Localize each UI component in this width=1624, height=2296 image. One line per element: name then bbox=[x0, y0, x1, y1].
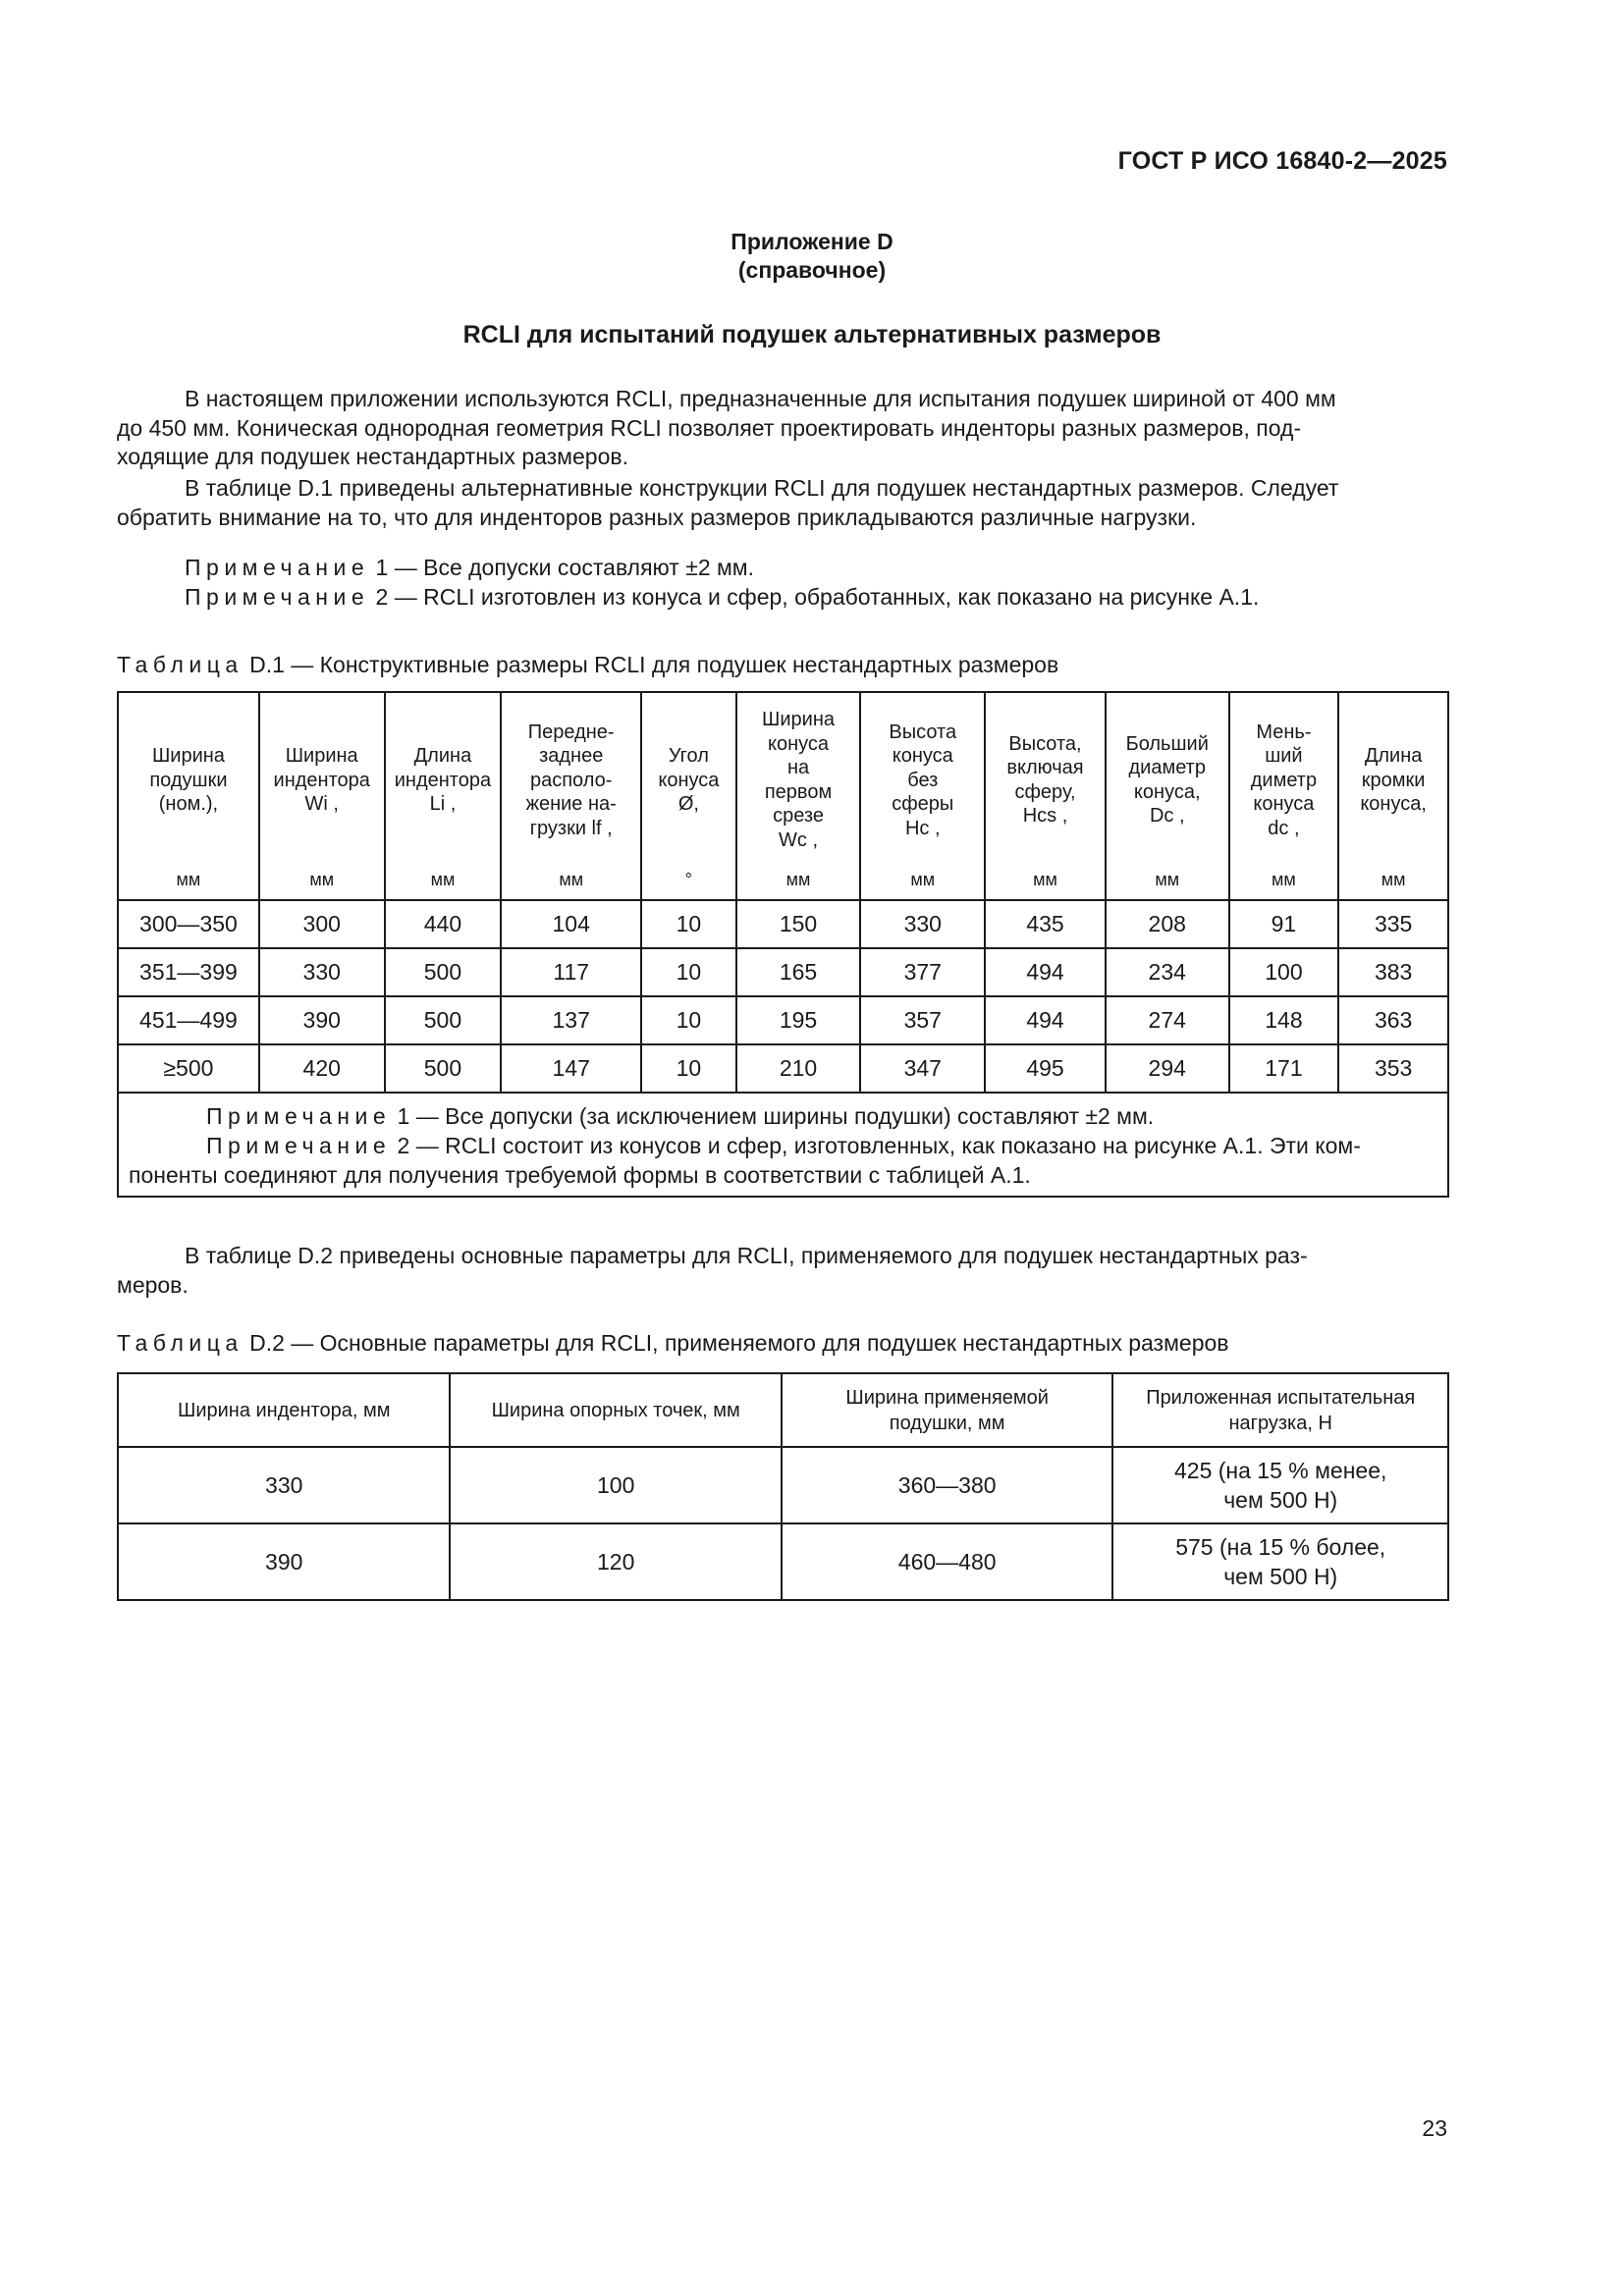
paragraph-line: ходящие для подушек нестандартных размеров. bbox=[117, 444, 628, 469]
header-line: Больший bbox=[1125, 732, 1209, 755]
header-line: Мень- bbox=[1256, 721, 1312, 743]
annex-heading: RCLI для испытаний подушек альтернативных размеров bbox=[462, 321, 1162, 348]
header-line: срезе bbox=[773, 805, 824, 828]
table-row bbox=[118, 900, 1448, 948]
table-cell: 353 bbox=[1338, 1044, 1448, 1093]
page-number: 23 bbox=[1422, 2115, 1447, 2141]
annex-type: (справочное) bbox=[737, 257, 887, 283]
table2-header-cell bbox=[782, 1373, 1113, 1447]
caption-text: D.1 — Конструктивные размеры RCLI для подушек нестандартных размеров bbox=[243, 652, 1059, 677]
header-line: Высота bbox=[889, 721, 957, 743]
table-cell: 10 bbox=[641, 948, 736, 996]
header-unit: мм bbox=[785, 869, 811, 889]
header-line: первом bbox=[764, 780, 833, 803]
header-line: Передне- bbox=[527, 721, 615, 743]
table-cell: 171 bbox=[1229, 1044, 1339, 1093]
paragraph-table-ref bbox=[117, 474, 1448, 532]
table-cell: 435 bbox=[985, 900, 1106, 948]
header-line: конуса, bbox=[1360, 793, 1427, 815]
table-cell: 100 bbox=[1229, 948, 1339, 996]
table2-caption bbox=[117, 1330, 1229, 1357]
table-row bbox=[118, 1044, 1448, 1093]
table-row bbox=[118, 1447, 1448, 1523]
table1-header-cell bbox=[1229, 692, 1339, 900]
paragraph-intro bbox=[117, 385, 1448, 472]
table-cell: 300 bbox=[259, 900, 385, 948]
note-2 bbox=[185, 582, 1259, 612]
table-cell: 495 bbox=[985, 1044, 1106, 1093]
table1-header-cell bbox=[501, 692, 641, 900]
cell-line: чем 500 Н) bbox=[1223, 1564, 1338, 1589]
header-line: конуса bbox=[892, 745, 953, 767]
table-row bbox=[118, 996, 1448, 1044]
paragraph-line: обратить внимание на то, что для инденторов разных размеров прикладываются различные нагрузки. bbox=[117, 504, 1197, 530]
annex-title: Приложение D bbox=[731, 229, 893, 254]
table1-header-cell bbox=[860, 692, 985, 900]
header-line: Ширина bbox=[762, 709, 836, 731]
header-line: включая bbox=[1006, 757, 1084, 779]
table-cell: 274 bbox=[1106, 996, 1229, 1044]
table-cell: 377 bbox=[860, 948, 985, 996]
table-cell: 451—499 bbox=[118, 996, 259, 1044]
table-cell: 330 bbox=[860, 900, 985, 948]
header-unit: мм bbox=[910, 869, 936, 889]
caption-word: Таблица bbox=[117, 1330, 244, 1356]
note-1 bbox=[185, 553, 754, 582]
note-number: 1 bbox=[397, 1103, 410, 1129]
table-cell: 300—350 bbox=[118, 900, 259, 948]
table-cell: 120 bbox=[450, 1523, 781, 1600]
paragraph-line: В настоящем приложении используются RCLI, предназначенные для испытания подушек шириной от 400 мм bbox=[185, 386, 1336, 411]
caption-text: D.2 — Основные параметры для RCLI, применяемого для подушек нестандартных размеров bbox=[243, 1330, 1229, 1356]
table-cell: 208 bbox=[1106, 900, 1229, 948]
table-cell: 390 bbox=[118, 1523, 450, 1600]
header-line: dc , bbox=[1268, 817, 1300, 839]
table-cell: 494 bbox=[985, 948, 1106, 996]
table1-header-row bbox=[118, 692, 1448, 900]
standard-code: ГОСТ Р ИСО 16840-2—2025 bbox=[1117, 147, 1447, 175]
table-cell: 460—480 bbox=[782, 1523, 1113, 1600]
header-line: на bbox=[786, 757, 810, 779]
table-cell: 137 bbox=[501, 996, 641, 1044]
table-row bbox=[118, 948, 1448, 996]
table-d2 bbox=[117, 1372, 1449, 1601]
header-line: Ширина индентора, мм bbox=[177, 1399, 391, 1421]
header-unit: мм bbox=[1380, 869, 1406, 889]
paragraph-line: до 450 мм. Коническая однородная геометрия RCLI позволяет проектировать инденторы разных размеров, под- bbox=[117, 414, 1302, 441]
header-line: конуса, bbox=[1133, 780, 1201, 803]
note-number: 1 bbox=[375, 555, 389, 580]
header-line: конуса bbox=[1253, 793, 1315, 815]
table-cell: 195 bbox=[736, 996, 861, 1044]
header-line: грузки lf , bbox=[529, 817, 613, 839]
table1-notes bbox=[118, 1093, 1448, 1197]
table-cell: 330 bbox=[118, 1447, 450, 1523]
caption-word: Таблица bbox=[117, 652, 244, 677]
note-label: Примечание bbox=[206, 1133, 392, 1158]
header-line: конуса bbox=[768, 732, 830, 755]
table-cell: 100 bbox=[450, 1447, 781, 1523]
header-line: конуса bbox=[658, 769, 720, 791]
table-cell: 10 bbox=[641, 1044, 736, 1093]
table-cell: 294 bbox=[1106, 1044, 1229, 1093]
table-cell: 383 bbox=[1338, 948, 1448, 996]
header-line: заднее bbox=[539, 745, 604, 767]
header-line: подушки, мм bbox=[889, 1412, 1005, 1434]
table-cell: 104 bbox=[501, 900, 641, 948]
table1-header-cell bbox=[1338, 692, 1448, 900]
header-line: Приложенная испытательная bbox=[1146, 1386, 1416, 1409]
header-unit: мм bbox=[559, 869, 584, 889]
note-label: Примечание bbox=[185, 584, 370, 610]
header-unit: мм bbox=[309, 869, 335, 889]
table-cell: 147 bbox=[501, 1044, 641, 1093]
header-line: диаметр bbox=[1128, 757, 1206, 779]
table1-note-2-continuation: поненты соединяют для получения требуемой формы в соответствии с таблицей A.1. bbox=[129, 1162, 1031, 1188]
table-cell: 335 bbox=[1338, 900, 1448, 948]
table-cell: 10 bbox=[641, 900, 736, 948]
header-unit: ° bbox=[684, 869, 692, 889]
cell-line: 575 (на 15 % более, bbox=[1175, 1534, 1386, 1560]
header-line: Ø, bbox=[677, 793, 699, 815]
table-cell: 420 bbox=[259, 1044, 385, 1093]
header-line: Высота, bbox=[1008, 732, 1082, 755]
table1-header-cell bbox=[641, 692, 736, 900]
table-cell: 363 bbox=[1338, 996, 1448, 1044]
header-line: индентора bbox=[394, 769, 492, 791]
header-line: располо- bbox=[529, 769, 613, 791]
table-cell: 500 bbox=[385, 948, 502, 996]
header-line: Угол bbox=[668, 745, 709, 767]
table-cell: 330 bbox=[259, 948, 385, 996]
table-cell: 165 bbox=[736, 948, 861, 996]
table-cell: 440 bbox=[385, 900, 502, 948]
cell-line: чем 500 Н) bbox=[1223, 1487, 1338, 1513]
header-line: (ном.), bbox=[158, 793, 219, 815]
table1-header-cell bbox=[736, 692, 861, 900]
header-line: сферы bbox=[892, 793, 954, 815]
header-line: Wi , bbox=[304, 793, 339, 815]
note-number: 2 bbox=[375, 584, 389, 610]
table-cell bbox=[1112, 1447, 1448, 1523]
table-row bbox=[118, 1523, 1448, 1600]
header-line: Wc , bbox=[779, 828, 819, 851]
header-line: Ширина bbox=[151, 745, 225, 767]
table-cell bbox=[1112, 1523, 1448, 1600]
header-unit: мм bbox=[1155, 869, 1180, 889]
table-cell: 357 bbox=[860, 996, 985, 1044]
note-number: 2 bbox=[397, 1133, 410, 1158]
table-cell: 500 bbox=[385, 996, 502, 1044]
paragraph-line: меров. bbox=[117, 1271, 189, 1298]
table2-header-cell bbox=[450, 1373, 781, 1447]
table-cell: 351—399 bbox=[118, 948, 259, 996]
table1-header-cell bbox=[118, 692, 259, 900]
table2-header-cell bbox=[118, 1373, 450, 1447]
header-line: без bbox=[907, 769, 939, 791]
header-line: подушки bbox=[149, 769, 228, 791]
table1-header-cell bbox=[1106, 692, 1229, 900]
table1-caption bbox=[117, 652, 1058, 678]
table-cell: 390 bbox=[259, 996, 385, 1044]
header-line: индентора bbox=[273, 769, 370, 791]
table-d1 bbox=[117, 691, 1449, 1198]
table-cell: 360—380 bbox=[782, 1447, 1113, 1523]
note-label: Примечание bbox=[185, 555, 370, 580]
table-cell: 494 bbox=[985, 996, 1106, 1044]
table1-header-cell bbox=[259, 692, 385, 900]
table-cell: 10 bbox=[641, 996, 736, 1044]
note-text: — Все допуски составляют ±2 мм. bbox=[388, 555, 755, 580]
header-line: Dc , bbox=[1149, 805, 1185, 828]
table1-header-cell bbox=[385, 692, 502, 900]
table-cell: 210 bbox=[736, 1044, 861, 1093]
table2-header-cell bbox=[1112, 1373, 1448, 1447]
header-line: Ширина опорных точек, мм bbox=[491, 1399, 740, 1421]
header-line: Hc , bbox=[904, 817, 941, 839]
header-unit: мм bbox=[1272, 869, 1296, 889]
header-line: Hcs , bbox=[1022, 805, 1068, 828]
paragraph-line: В таблице D.2 приведены основные параметры для RCLI, применяемого для подушек нестандартных раз- bbox=[185, 1243, 1308, 1268]
header-line: Li , bbox=[429, 793, 457, 815]
header-line: ший bbox=[1265, 745, 1303, 767]
table1-notes-row bbox=[118, 1093, 1448, 1197]
header-line: Длина bbox=[1364, 745, 1423, 767]
header-line: жение на- bbox=[525, 793, 617, 815]
header-line: Ширина bbox=[285, 745, 358, 767]
paragraph-line: В таблице D.1 приведены альтернативные конструкции RCLI для подушек нестандартных размеров. Следует bbox=[185, 475, 1339, 501]
table-cell: 347 bbox=[860, 1044, 985, 1093]
header-unit: мм bbox=[430, 869, 456, 889]
table1-header-cell bbox=[985, 692, 1106, 900]
note-text: — RCLI состоит из конусов и сфер, изготовленных, как показано на рисунке A.1. Эти ком- bbox=[409, 1133, 1361, 1158]
table-cell: 500 bbox=[385, 1044, 502, 1093]
note-text: — Все допуски (за исключением ширины подушки) составляют ±2 мм. bbox=[409, 1103, 1155, 1129]
table-cell: 117 bbox=[501, 948, 641, 996]
table-cell: ≥500 bbox=[118, 1044, 259, 1093]
header-line: кромки bbox=[1361, 769, 1426, 791]
table-cell: 148 bbox=[1229, 996, 1339, 1044]
table-cell: 150 bbox=[736, 900, 861, 948]
table1-note-1 bbox=[129, 1101, 1437, 1131]
header-line: нагрузка, Н bbox=[1228, 1412, 1332, 1434]
header-line: сферу, bbox=[1014, 780, 1076, 803]
table1-note-2 bbox=[129, 1131, 1437, 1160]
table-cell: 234 bbox=[1106, 948, 1229, 996]
table2-header-row bbox=[118, 1373, 1448, 1447]
note-text: — RCLI изготовлен из конуса и сфер, обработанных, как показано на рисунке A.1. bbox=[388, 584, 1260, 610]
header-line: Длина bbox=[413, 745, 472, 767]
header-line: Ширина применяемой bbox=[845, 1386, 1049, 1409]
cell-line: 425 (на 15 % менее, bbox=[1174, 1458, 1387, 1483]
header-unit: мм bbox=[176, 869, 201, 889]
header-line: диметр bbox=[1250, 769, 1318, 791]
table-cell: 91 bbox=[1229, 900, 1339, 948]
header-unit: мм bbox=[1033, 869, 1057, 889]
paragraph-table2-ref bbox=[117, 1242, 1448, 1300]
note-label: Примечание bbox=[206, 1103, 392, 1129]
